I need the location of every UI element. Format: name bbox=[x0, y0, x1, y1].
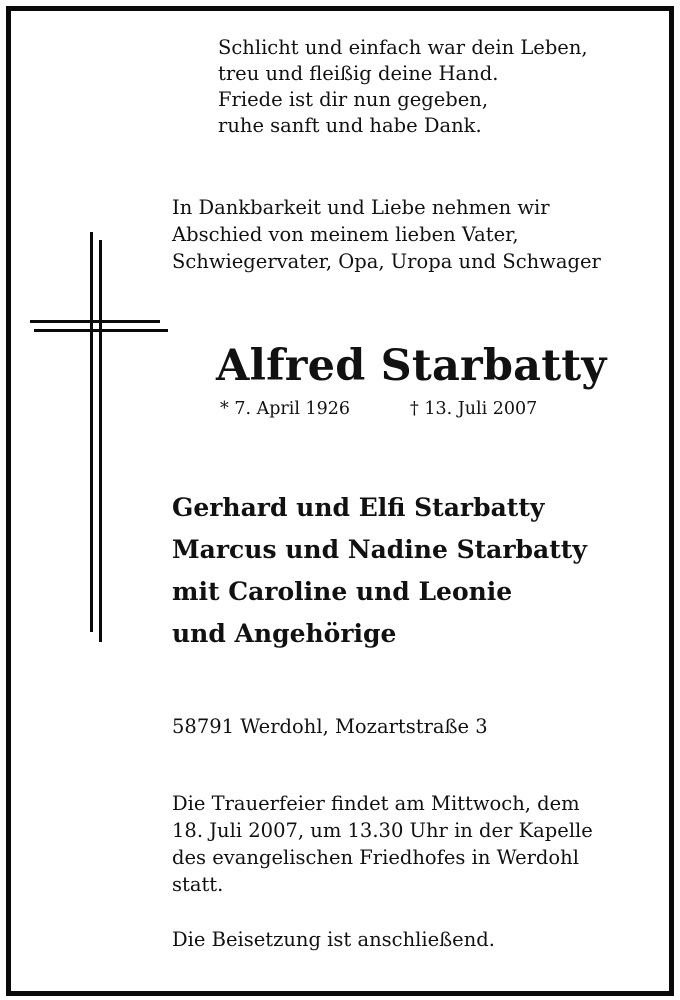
intro-line: Abschied von meinem lieben Vater, bbox=[172, 223, 519, 246]
poem-block bbox=[218, 35, 588, 139]
family-line: und Angehörige bbox=[172, 619, 397, 648]
family-line: mit Caroline und Leonie bbox=[172, 577, 513, 606]
intro-block bbox=[172, 194, 601, 275]
intro-line: In Dankbarkeit und Liebe nehmen wir bbox=[172, 196, 550, 219]
ceremony-line: 18. Juli 2007, um 13.30 Uhr in der Kapelle bbox=[172, 819, 593, 842]
death-date: † 13. Juli 2007 bbox=[410, 399, 538, 419]
birth-date: * 7. April 1926 bbox=[220, 399, 351, 419]
family-line: Marcus und Nadine Starbatty bbox=[172, 535, 587, 564]
poem-line: treu und fleißig deine Hand. bbox=[218, 62, 499, 85]
intro-line: Schwiegervater, Opa, Uropa und Schwager bbox=[172, 250, 601, 273]
poem-line: ruhe sanft und habe Dank. bbox=[218, 114, 482, 137]
cross-vertical-bar bbox=[90, 232, 93, 632]
cross-horizontal-bar bbox=[34, 329, 168, 332]
deceased-name: Alfred Starbatty bbox=[216, 341, 607, 391]
cross-vertical-bar bbox=[99, 240, 102, 642]
burial-note: Die Beisetzung ist anschließend. bbox=[172, 928, 495, 951]
ceremony-line: statt. bbox=[172, 873, 224, 896]
address: 58791 Werdohl, Mozartstraße 3 bbox=[172, 715, 488, 738]
family-line: Gerhard und Elfi Starbatty bbox=[172, 493, 545, 522]
ceremony-block bbox=[172, 790, 593, 898]
ceremony-line: des evangelischen Friedhofes in Werdohl bbox=[172, 846, 579, 869]
poem-line: Friede ist dir nun gegeben, bbox=[218, 88, 489, 111]
poem-line: Schlicht und einfach war dein Leben, bbox=[218, 36, 588, 59]
family-block bbox=[172, 487, 587, 655]
cross-horizontal-bar bbox=[30, 320, 160, 323]
ceremony-line: Die Trauerfeier findet am Mittwoch, dem bbox=[172, 792, 580, 815]
